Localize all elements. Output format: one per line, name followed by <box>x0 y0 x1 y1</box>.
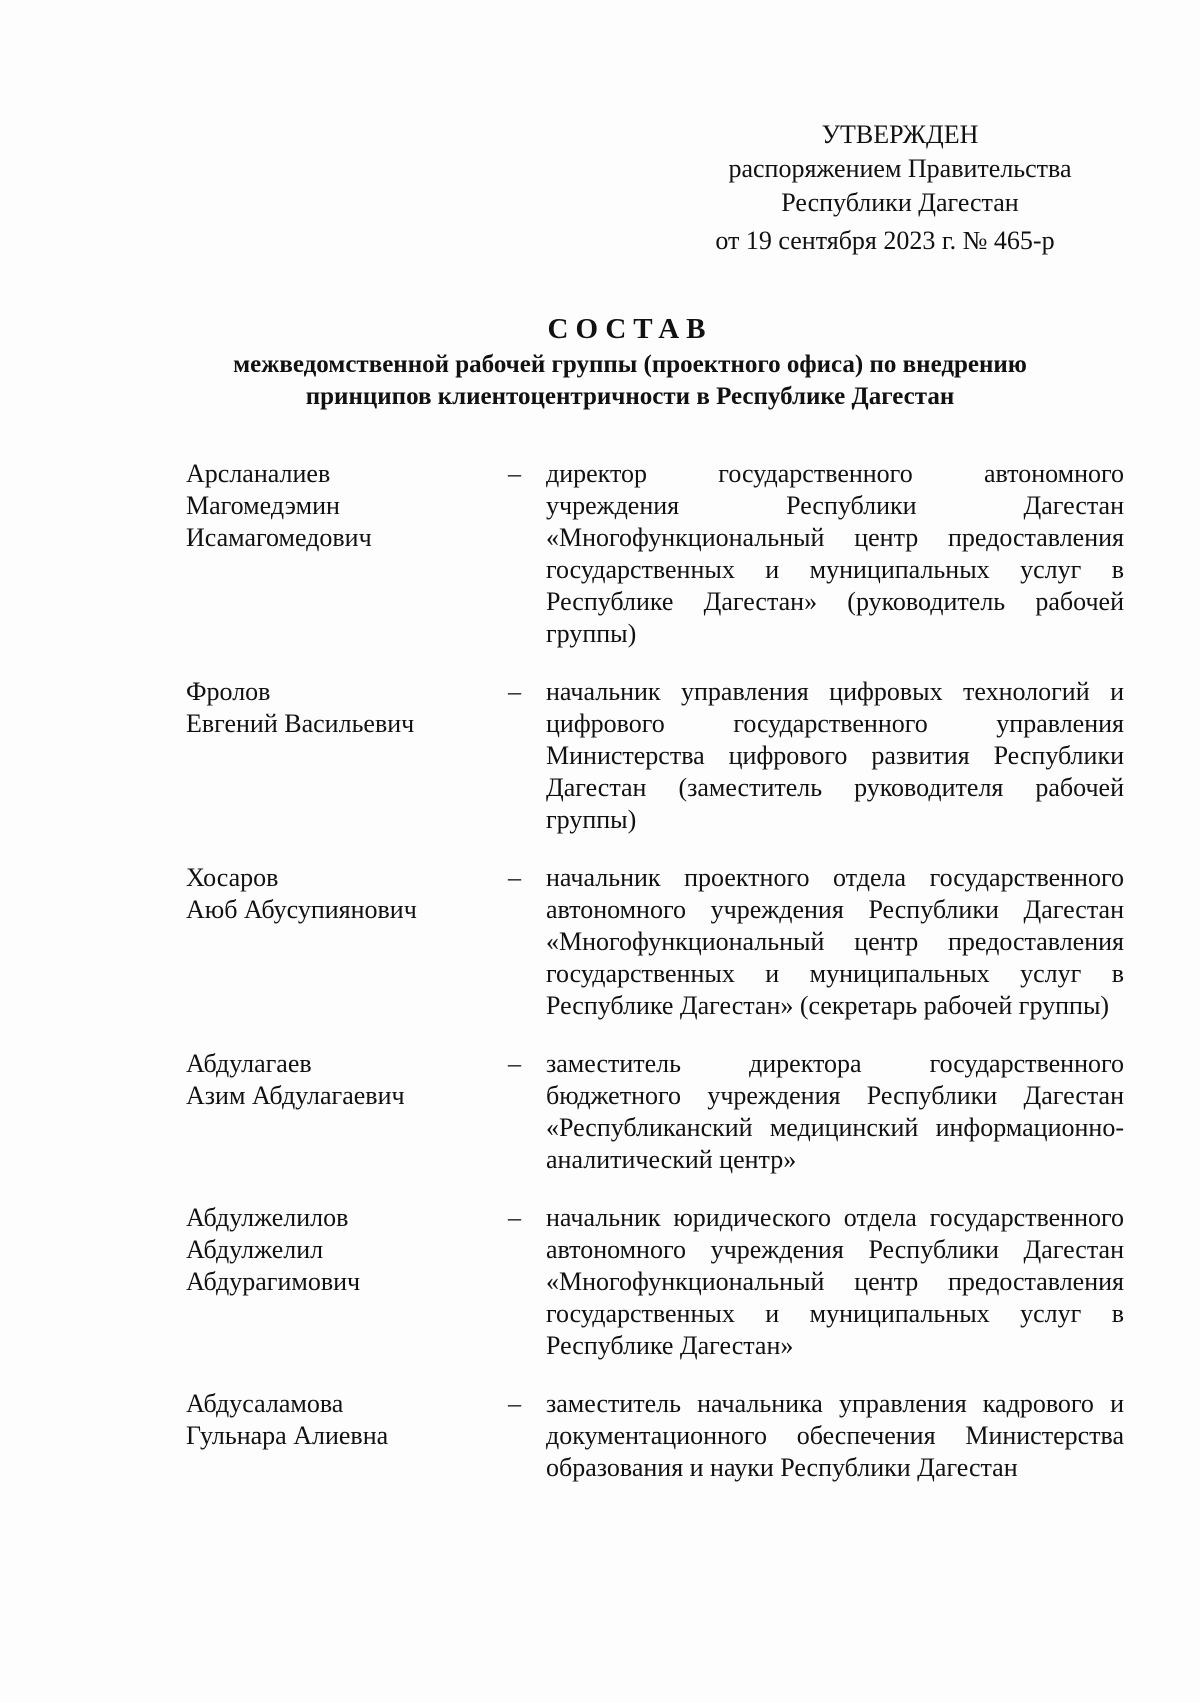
member-name-line: Аюб Абусупиянович <box>186 895 417 924</box>
member-name <box>186 1048 506 1112</box>
approval-status: УТВЕРЖДЕН <box>821 120 979 149</box>
member-dash: – <box>508 1203 521 1232</box>
member-name-line: Хосаров <box>186 863 279 892</box>
document-subtitle-line-2: принципов клиентоцентричности в Республике Дагестан <box>305 383 955 410</box>
member-name-line: Абдулагаев <box>186 1049 312 1078</box>
member-dash: – <box>508 677 521 706</box>
member-name-line: Евгений Васильевич <box>186 709 415 738</box>
member-name-line: Абдурагимович <box>186 1267 361 1296</box>
member-dash: – <box>508 863 521 892</box>
member-name-line: Арсланалиев <box>186 459 331 488</box>
member-name-line: Фролов <box>186 677 271 706</box>
member-dash: – <box>508 459 521 488</box>
member-name-line: Абдулжелил <box>186 1235 324 1264</box>
member-position: директор государственного автономного учреждения Республики Дагестан «Многофункциональный центр предоставления государственных и муниципальных услуг в Республике Дагестан» (руководитель рабочей группы) <box>546 459 1124 648</box>
member-name <box>186 1202 506 1298</box>
approval-line-1: распоряжением Правительства <box>728 154 1072 183</box>
member-name <box>186 676 506 740</box>
member-name-line: Абдулжелилов <box>186 1203 349 1232</box>
member-row <box>186 458 1146 650</box>
member-row <box>186 1388 1146 1484</box>
member-row <box>186 1202 1146 1362</box>
member-position: заместитель директора государственного бюджетного учреждения Республики Дагестан «Республиканский медицинский информационно-аналитический центр» <box>546 1049 1124 1174</box>
approval-date: от 19 сентября 2023 г. № 465-р <box>715 226 1055 255</box>
member-name-line: Магомедэмин <box>186 491 340 520</box>
member-position: заместитель начальника управления кадрового и документационного обеспечения Министерства образования и науки Республики Дагестан <box>546 1389 1124 1482</box>
member-position: начальник юридического отдела государственного автономного учреждения Республики Дагестан «Многофункциональный центр предоставления государственных и муниципальных услуг в Республике Дагестан» <box>546 1203 1124 1360</box>
member-dash: – <box>508 1389 521 1418</box>
member-name <box>186 862 506 926</box>
member-name <box>186 458 506 554</box>
member-dash: – <box>508 1049 521 1078</box>
member-name-line: Азим Абдулагаевич <box>186 1081 405 1110</box>
member-name-line: Гульнара Алиевна <box>186 1421 389 1450</box>
member-row <box>186 1048 1146 1176</box>
member-name <box>186 1388 506 1452</box>
document-title: СОСТАВ <box>547 313 713 345</box>
members-list <box>186 458 1146 1484</box>
member-position: начальник управления цифровых технологий и цифрового государственного управления Министерства цифрового развития Республики Дагестан (заместитель руководителя рабочей группы) <box>546 677 1124 834</box>
member-name-line: Исамагомедович <box>186 523 372 552</box>
title-block <box>150 310 1110 412</box>
document-subtitle-line-1: межведомственной рабочей группы (проектного офиса) по внедрению <box>233 351 1027 378</box>
member-position: начальник проектного отдела государственного автономного учреждения Республики Дагестан «Многофункциональный центр предоставления государственных и муниципальных услуг в Республике Дагестан» (секретарь рабочей группы) <box>546 863 1124 1020</box>
member-row <box>186 862 1146 1022</box>
member-row <box>186 676 1146 836</box>
approval-line-2: Республики Дагестан <box>781 188 1019 217</box>
member-name-line: Абдусаламова <box>186 1389 344 1418</box>
approval-stamp <box>690 118 1110 258</box>
